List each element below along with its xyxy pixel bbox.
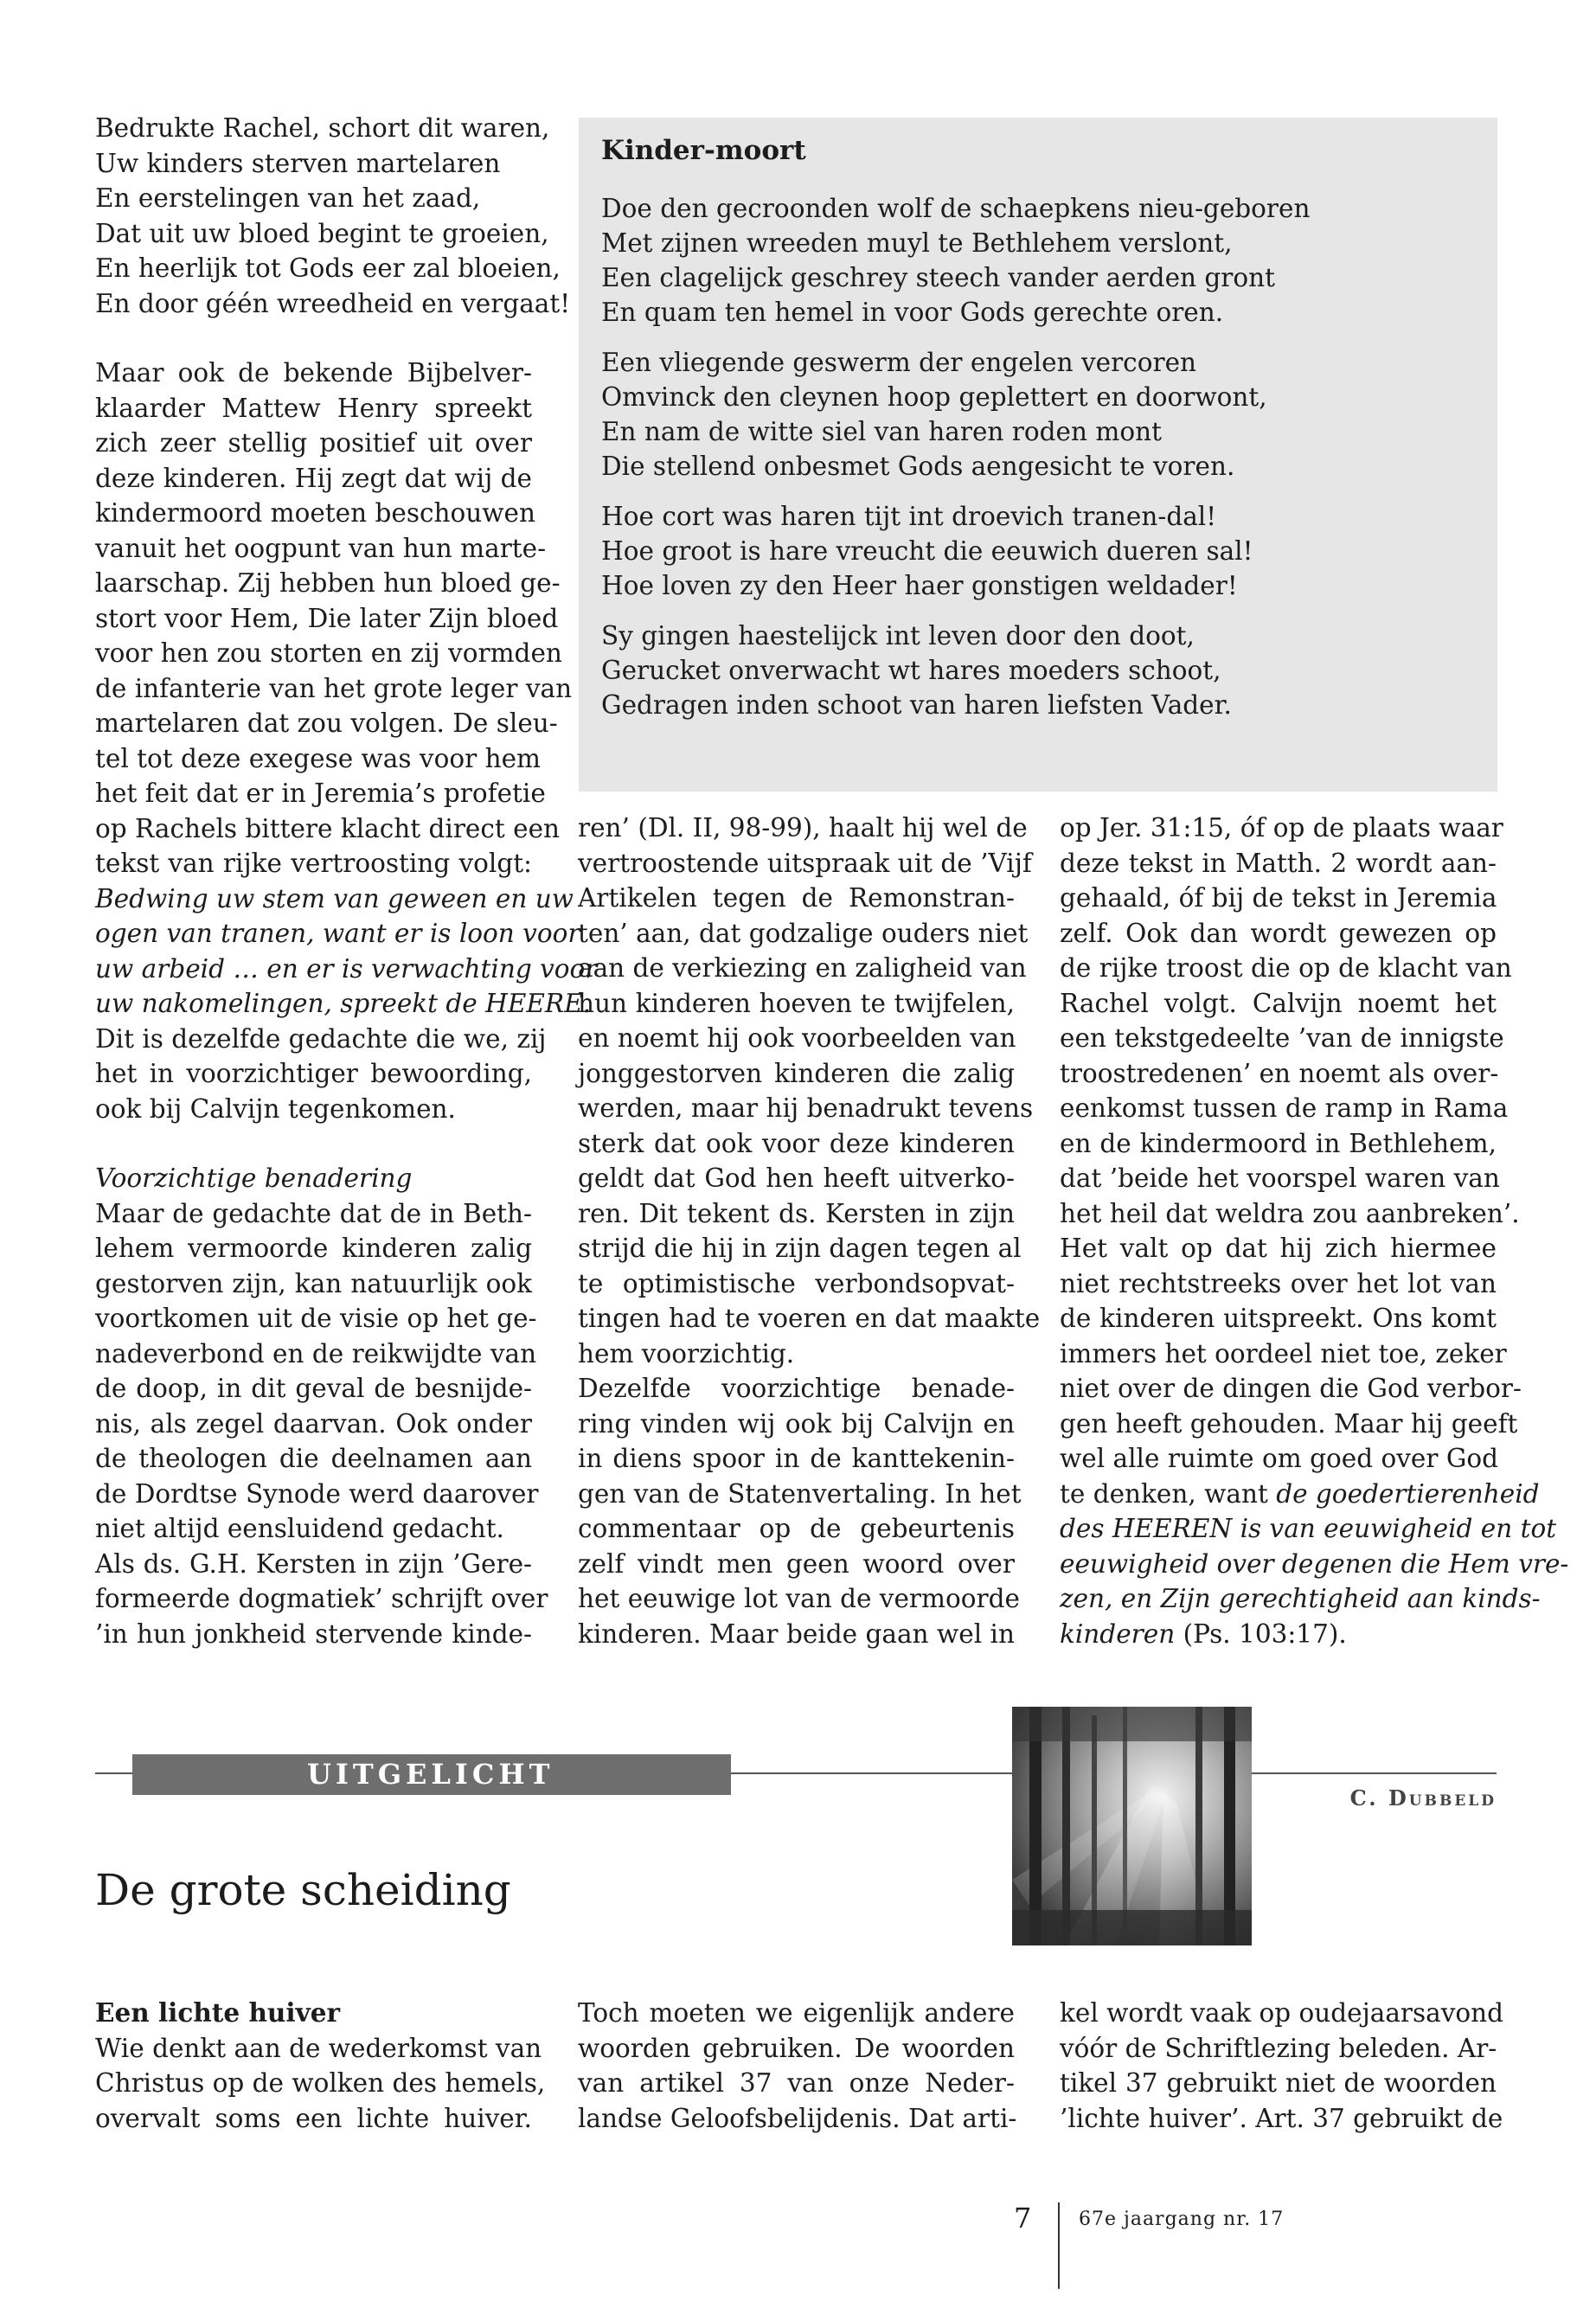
text-line: strijd die hij in zijn dagen tegen al — [578, 1234, 1022, 1263]
text-line: hem voorzichtig. — [578, 1338, 795, 1368]
text-line: uw arbeid … en er is verwachting voor — [95, 953, 598, 984]
text-line: kel wordt vaak op oudejaarsavond — [1060, 1998, 1504, 2028]
text-line: lehem vermoorde kinderen zalig — [95, 1234, 532, 1263]
text-line: de infanterie van het grote leger van — [95, 673, 573, 703]
rachel-poem — [95, 111, 571, 321]
text-line: niet altijd eensluidend gedacht. — [95, 1514, 504, 1543]
right-paragraph — [1060, 811, 1522, 1477]
text-line: kinderen (Ps. 103:17). — [1060, 1618, 1347, 1649]
text-line: ’lichte huiver’. Art. 37 gebruikt de — [1060, 2103, 1503, 2133]
poem-stanzas — [601, 191, 1473, 722]
text-line: nadeverbond en de reikwijdte van — [95, 1338, 537, 1368]
poem-line: Met zijnen wreeden muyl te Bethlehem verslont, — [601, 228, 1233, 258]
text-line: landse Geloofsbelijdenis. Dat arti- — [578, 2103, 1017, 2133]
left-column — [95, 111, 598, 1651]
text-line: gestorven zijn, kan natuurlijk ook — [95, 1268, 532, 1298]
middle-column — [578, 811, 1041, 1651]
text-line: des HEEREN is van eeuwigheid en tot — [1060, 1514, 1557, 1543]
poem-line: Sy gingen haestelijck int leven door den doot, — [601, 621, 1195, 651]
text-line: Maar de gedachte dat de in Beth- — [95, 1198, 532, 1228]
text-line: deze tekst in Matth. 2 wordt aan- — [1060, 848, 1497, 878]
text-line: vanuit het oogpunt van hun marte- — [95, 533, 547, 563]
text-line: de kinderen uitspreekt. Ons komt — [1060, 1304, 1497, 1333]
text-line: zelf vindt men geen woord over — [578, 1548, 1015, 1579]
text-line: dat ’beide het voorspel waren van — [1060, 1163, 1500, 1193]
poem-title: Kinder-moort — [601, 135, 806, 166]
forest-light-image — [1012, 1707, 1252, 1945]
bottom-middle-paragraph — [578, 1996, 1015, 2136]
text-line: Toch moeten we eigenlijk andere — [578, 1998, 1015, 2028]
text-line: ogen van tranen, want er is loon voor — [95, 919, 580, 948]
poem-line: En door géén wreedheid en vergaat! — [95, 288, 571, 318]
poem-line: Hoe loven zy den Heer haer gonstigen weldader! — [601, 571, 1238, 600]
text-line: eeuwigheid over degenen die Hem vre- — [1060, 1548, 1569, 1579]
text-line: het heil dat weldra zou aanbreken’. — [1060, 1198, 1520, 1228]
text-line: wel alle ruimte om goed over God — [1060, 1444, 1499, 1473]
text-line: het in voorzichtiger bewoording, — [95, 1059, 532, 1088]
text-line: deze kinderen. Hij zegt dat wij de — [95, 463, 532, 493]
right-column — [1060, 811, 1569, 1651]
text-line: formeerde dogmatiek’ schrijft over — [95, 1584, 548, 1613]
text-line: tikel 37 gebruikt niet de woorden — [1060, 2068, 1497, 2098]
text-line: laarschap. Zij hebben hun bloed ge- — [95, 568, 561, 598]
text-line: geldt dat God hen heeft uitverko- — [578, 1163, 1015, 1193]
text-line: in diens spoor in de kanttekenin- — [578, 1444, 1015, 1473]
poem-line: Gerucket onverwacht wt hares moeders schoot, — [601, 656, 1221, 685]
text-line: Bedwing uw stem van geween en uw — [95, 883, 574, 913]
text-line: eenkomst tussen de ramp in Rama — [1060, 1093, 1509, 1123]
text-line: klaarder Mattew Henry spreekt — [95, 393, 532, 423]
cautious-paragraph — [95, 1196, 539, 1547]
text-line: Wie denkt aan de wederkomst van — [95, 2033, 542, 2063]
text-line: niet rechtstreeks over het lot van — [1060, 1268, 1497, 1298]
text-line: kindermoord moeten beschouwen — [95, 498, 535, 528]
page-number: 7 — [1014, 2202, 1032, 2234]
henry-paragraph — [95, 356, 573, 881]
text-line: Dit is dezelfde gedachte die we, zij — [95, 1023, 547, 1054]
text-line: en de kindermoord in Bethlehem, — [1060, 1128, 1497, 1158]
text-line: ren. Dit tekent ds. Kersten in zijn — [578, 1198, 1015, 1228]
text-line: tingen had te voeren en dat maakte — [578, 1304, 1041, 1333]
text-line: de Dordtse Synode werd daarover — [95, 1478, 539, 1509]
text-line: Dezelfde voorzichtige benade- — [578, 1374, 1015, 1403]
text-line: Maar ook de bekende Bijbelver- — [95, 358, 532, 388]
subheading: Een lichte huiver — [95, 1997, 341, 2028]
poem-line: En eerstelingen van het zaad, — [95, 183, 481, 213]
text-line: Als ds. G.H. Kersten in zijn ’Gere- — [95, 1548, 532, 1579]
poem-line: Die stellend onbesmet Gods aengesicht te voren. — [601, 452, 1235, 481]
text-line: Christus op de wolken des hemels, — [95, 2068, 546, 2098]
text-line: Artikelen tegen de Remonstran- — [578, 883, 1015, 913]
text-line: op Rachels bittere klacht direct een — [95, 813, 561, 843]
section-rule-right — [1250, 1772, 1497, 1774]
text-line: ring vinden wij ook bij Calvijn en — [578, 1408, 1015, 1439]
text-line: niet over de dingen die God verbor- — [1060, 1374, 1522, 1403]
poem-line: Uw kinders sterven martelaren — [95, 148, 501, 178]
poem-line: Een vliegende geswerm der engelen vercoren — [601, 348, 1197, 377]
article-headline: De grote scheiding — [95, 1865, 511, 1915]
text-line: immers het oordeel niet toe, zeker — [1060, 1338, 1507, 1368]
issue-label: 67e jaargang nr. 17 — [1079, 2208, 1285, 2230]
text-line: tel tot deze exegese was voor hem — [95, 743, 542, 773]
text-line: uw nakomelingen, spreekt de HEERE. — [95, 989, 592, 1018]
jeremiah-quote — [95, 881, 598, 1022]
text-line: en noemt hij ook voorbeelden van — [578, 1023, 1016, 1053]
text-line: zelf. Ook dan wordt gewezen op — [1060, 918, 1497, 948]
poem-line: En heerlijk tot Gods eer zal bloeien, — [95, 253, 561, 283]
middle-paragraph-2 — [578, 1371, 1022, 1651]
poem-stanza — [601, 619, 1473, 722]
poem-line: Een clagelijck geschrey steech vander aerden gront — [601, 263, 1275, 292]
text-line: het eeuwige lot van de vermoorde — [578, 1584, 1020, 1613]
poem-line: Hoe cort was haren tijt int droevich tranen-dal! — [601, 502, 1217, 531]
text-line: vertroostende uitspraak uit de ’Vijf — [578, 848, 1032, 878]
text-line: tekst van rijke vertroosting volgt: — [95, 849, 532, 878]
text-line: van artikel 37 van onze Neder- — [578, 2068, 1015, 2098]
poem-line: Dat uit uw bloed begint te groeien, — [95, 218, 549, 248]
text-line: woorden gebruiken. De woorden — [578, 2033, 1015, 2063]
author-byline: C. Dubbeld — [1349, 1785, 1497, 1811]
text-line: kinderen. Maar beide gaan wel in — [578, 1618, 1015, 1649]
text-line: nis, als zegel daarvan. Ook onder — [95, 1408, 532, 1439]
text-line: hun kinderen hoeven te twijfelen, — [578, 988, 1015, 1018]
bottom-middle-column — [578, 1996, 1015, 2136]
text-line: ten’ aan, dat godzalige ouders niet — [578, 918, 1029, 948]
text-line: op Jer. 31:15, óf op de plaats waar — [1060, 813, 1503, 843]
forest-photo — [1012, 1707, 1252, 1945]
poem-line: Gedragen inden schoot van haren liefsten Vader. — [601, 690, 1232, 720]
uitgelicht-banner: UITGELICHT — [132, 1754, 731, 1795]
calvin-paragraph — [95, 1022, 547, 1127]
text-line: jonggestorven kinderen die zalig — [578, 1058, 1015, 1088]
text-line: stort voor Hem, Die later Zijn bloed — [95, 603, 559, 633]
text-line: sterk dat ook voor deze kinderen — [578, 1128, 1015, 1158]
poem-line: Doe den gecroonden wolf de schaepkens nieu-geboren — [601, 194, 1311, 223]
text-line: voor hen zou storten en zij vormden — [95, 638, 562, 668]
poem-line: Omvinck den cleynen hoop geplettert en doorwont, — [601, 382, 1267, 412]
bottom-right-paragraph — [1060, 1996, 1504, 2136]
text-line: aan de verkiezing en zaligheid van — [578, 953, 1027, 983]
psalm-quote — [1060, 1511, 1569, 1617]
poem-line: Hoe groot is hare vreucht die eeuwich dueren sal! — [601, 536, 1253, 566]
text-line: overvalt soms een lichte huiver. — [95, 2103, 532, 2133]
poem-box — [579, 118, 1497, 792]
text-line: commentaar op de gebeurtenis — [578, 1514, 1015, 1543]
text-line: te optimistische verbondsopvat- — [578, 1268, 1015, 1298]
text-line: te denken, want de goedertierenheid — [1060, 1478, 1540, 1509]
text-line: Het valt op dat hij zich hiermee — [1060, 1234, 1497, 1263]
text-line: zich zeer stellig positief uit over — [95, 428, 532, 458]
bottom-left-column — [95, 1996, 546, 2136]
text-line: ook bij Calvijn tegenkomen. — [95, 1093, 456, 1124]
text-line: de doop, in dit geval de besnijde- — [95, 1374, 532, 1403]
poem-line: En quam ten hemel in voor Gods gerechte oren. — [601, 298, 1224, 327]
text-line: ’in hun jonkheid stervende kinde- — [95, 1618, 532, 1649]
text-line: Rachel volgt. Calvijn noemt het — [1060, 988, 1497, 1018]
footer-divider — [1058, 2202, 1060, 2289]
section-heading: Voorzichtige benadering — [95, 1163, 413, 1193]
poem-line: En nam de witte siel van haren roden mont — [601, 417, 1162, 446]
poem-stanza — [601, 499, 1473, 603]
text-line: een tekstgedeelte ’van de innigste — [1060, 1023, 1504, 1053]
text-line: werden, maar hij benadrukt tevens — [578, 1093, 1034, 1123]
middle-paragraph-1 — [578, 811, 1041, 1371]
bottom-left-paragraph — [95, 2031, 546, 2137]
poem-line: Bedrukte Rachel, schort dit waren, — [95, 113, 550, 143]
text-line: de theologen die deelnamen aan — [95, 1444, 532, 1473]
bottom-right-column — [1060, 1996, 1504, 2136]
kersten-paragraph — [95, 1547, 548, 1652]
text-line: troostredenen’ en noemt als over- — [1060, 1058, 1499, 1088]
text-line: voortkomen uit de visie op het ge- — [95, 1304, 537, 1333]
text-line: het feit dat er in Jeremia’s profetie — [95, 779, 546, 808]
text-line: martelaren dat zou volgen. De sleu- — [95, 708, 558, 738]
poem-stanza — [601, 191, 1473, 330]
text-line: ren’ (Dl. II, 98-99), haalt hij wel de — [578, 813, 1028, 843]
text-line: zen, en Zijn gerechtigheid aan kinds- — [1060, 1584, 1541, 1613]
text-line: gen van de Statenvertaling. In het — [578, 1478, 1022, 1509]
text-line: vóór de Schriftlezing beleden. Ar- — [1060, 2033, 1497, 2063]
poem-stanza — [601, 345, 1473, 484]
text-line: gehaald, óf bij de tekst in Jeremia — [1060, 883, 1497, 913]
text-line: gen heeft gehouden. Maar hij geeft — [1060, 1408, 1518, 1439]
text-line: de rijke troost die op de klacht van — [1060, 953, 1512, 983]
